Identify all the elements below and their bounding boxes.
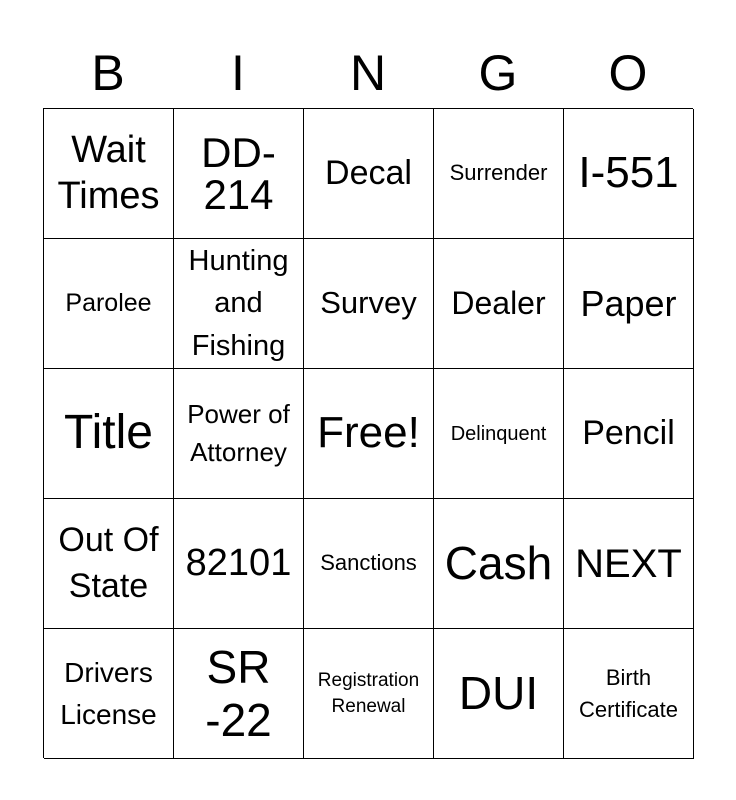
header-letter-i: I [231,45,245,101]
bingo-cell[interactable]: 82101 [174,499,304,629]
bingo-cell[interactable]: Survey [304,239,434,369]
bingo-cell[interactable]: Delinquent [434,369,564,499]
bingo-cell[interactable]: Out Of State [44,499,174,629]
bingo-cell[interactable]: Hunting and Fishing [174,239,304,369]
bingo-header [43,38,693,108]
bingo-cell[interactable]: I-551 [564,109,694,239]
bingo-cell[interactable]: DD-214 [174,109,304,239]
bingo-cell[interactable]: Surrender [434,109,564,239]
bingo-cell[interactable]: NEXT [564,499,694,629]
header-letter-n: N [349,45,387,101]
bingo-grid [43,108,693,758]
bingo-cell[interactable]: Decal [304,109,434,239]
header-letter-g: G [478,45,518,101]
bingo-cell[interactable]: Parolee [44,239,174,369]
bingo-cell[interactable]: DUI [434,629,564,759]
bingo-cell[interactable]: Power of Attorney [174,369,304,499]
bingo-cell[interactable]: Birth Certificate [564,629,694,759]
header-letter-o: O [608,45,648,101]
bingo-cell[interactable]: Sanctions [304,499,434,629]
bingo-cell[interactable]: SR -22 [174,629,304,759]
bingo-cell[interactable]: Wait Times [44,109,174,239]
bingo-cell[interactable]: Dealer [434,239,564,369]
bingo-cell[interactable]: Free! [304,369,434,499]
bingo-cell[interactable]: Paper [564,239,694,369]
bingo-cell[interactable]: Cash [434,499,564,629]
header-letter-b: B [91,45,125,101]
bingo-cell[interactable]: Registration Renewal [304,629,434,759]
bingo-cell[interactable]: Pencil [564,369,694,499]
bingo-cell[interactable]: Title [44,369,174,499]
bingo-cell[interactable]: Drivers License [44,629,174,759]
